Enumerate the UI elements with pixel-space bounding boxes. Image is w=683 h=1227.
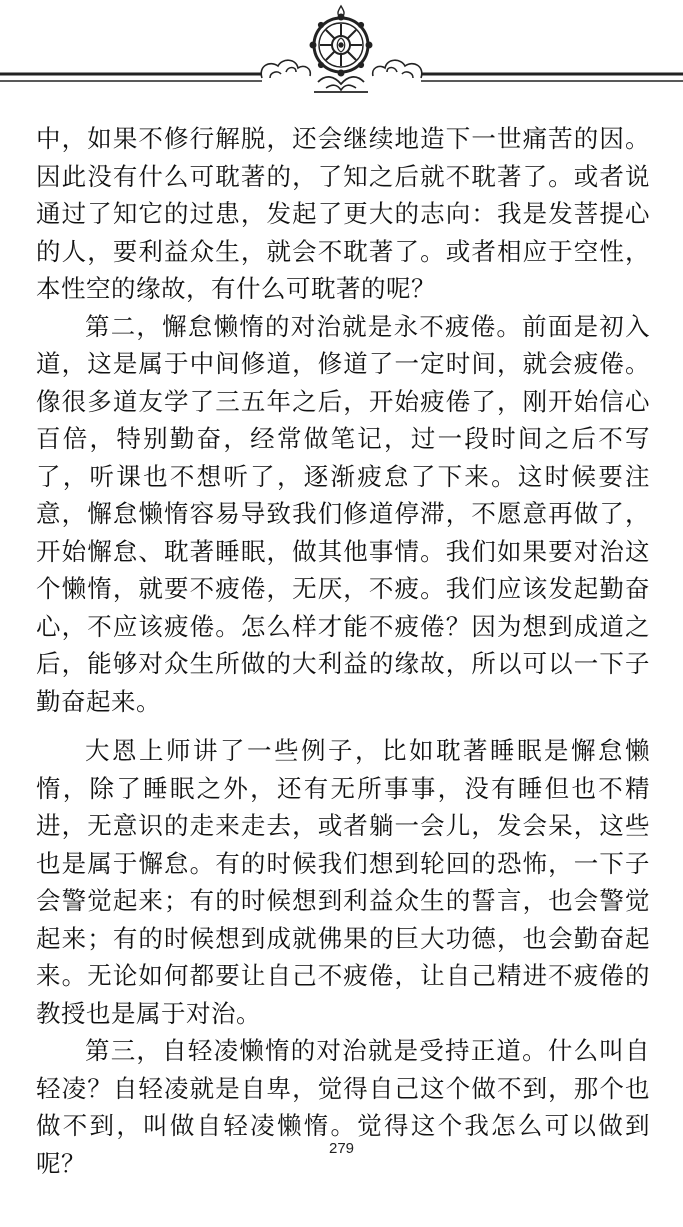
paragraph: 中，如果不修行解脱，还会继续地造下一世痛苦的因。因此没有什么可耽著的，了知之后就不耽著了。或者说通过了知它的过患，发起了更大的志向：我是发菩提心的人，要利益众生，就会不耽著了。或者相应于空性，本性空的缘故，有什么可耽著的呢？ <box>36 124 650 303</box>
paragraph: 第二，懈怠懒惰的对治就是永不疲倦。前面是初入道，这是属于中间修道，修道了一定时间，就会疲倦。像很多道友学了三五年之后，开始疲倦了，刚开始信心百倍，特别勤奋，经常做笔记，过一段时间之后不写了，听课也不想听了，逐渐疲怠了下来。这时候要注意，懈怠懒惰容易导致我们修道停滞，不愿意再做了，开始懈怠、耽著睡眠，做其他事情。我们如果要对治这个懒惰，就要不疲倦，无厌，不疲。我们应该发起勤奋心，不应该疲倦。怎么样才能不疲倦？因为想到成道之后，能够对众生所做的大利益的缘故，所以可以一下子勤奋起来。 <box>36 311 650 716</box>
body-text <box>36 120 650 1182</box>
paragraph: 第三，自轻凌懒惰的对治就是受持正道。什么叫自轻凌？自轻凌就是自卑，觉得自己这个做不到，那个也做不到，叫做自轻凌懒惰。觉得这个我怎么可以做到呢？ <box>36 1036 650 1178</box>
cloud-scroll-right-icon <box>373 60 422 78</box>
page-header-ornament <box>0 0 683 100</box>
page-number: 279 <box>328 1140 355 1157</box>
dharma-wheel-icon <box>310 6 372 92</box>
paragraph: 大恩上师讲了一些例子，比如耽著睡眠是懈怠懒惰，除了睡眠之外，还有无所事事，没有睡但也不精进，无意识的走来走去，或者躺一会儿，发会呆，这些也是属于懈怠。有的时候我们想到轮回的恐怖，一下子会警觉起来；有的时候想到利益众生的誓言，也会警觉起来；有的时候想到成就佛果的巨大功德，也会勤奋起来。无论如何都要让自己不疲倦，让自己精进不疲倦的教授也是属于对治。 <box>36 736 650 1028</box>
cloud-scroll-left-icon <box>261 60 310 78</box>
